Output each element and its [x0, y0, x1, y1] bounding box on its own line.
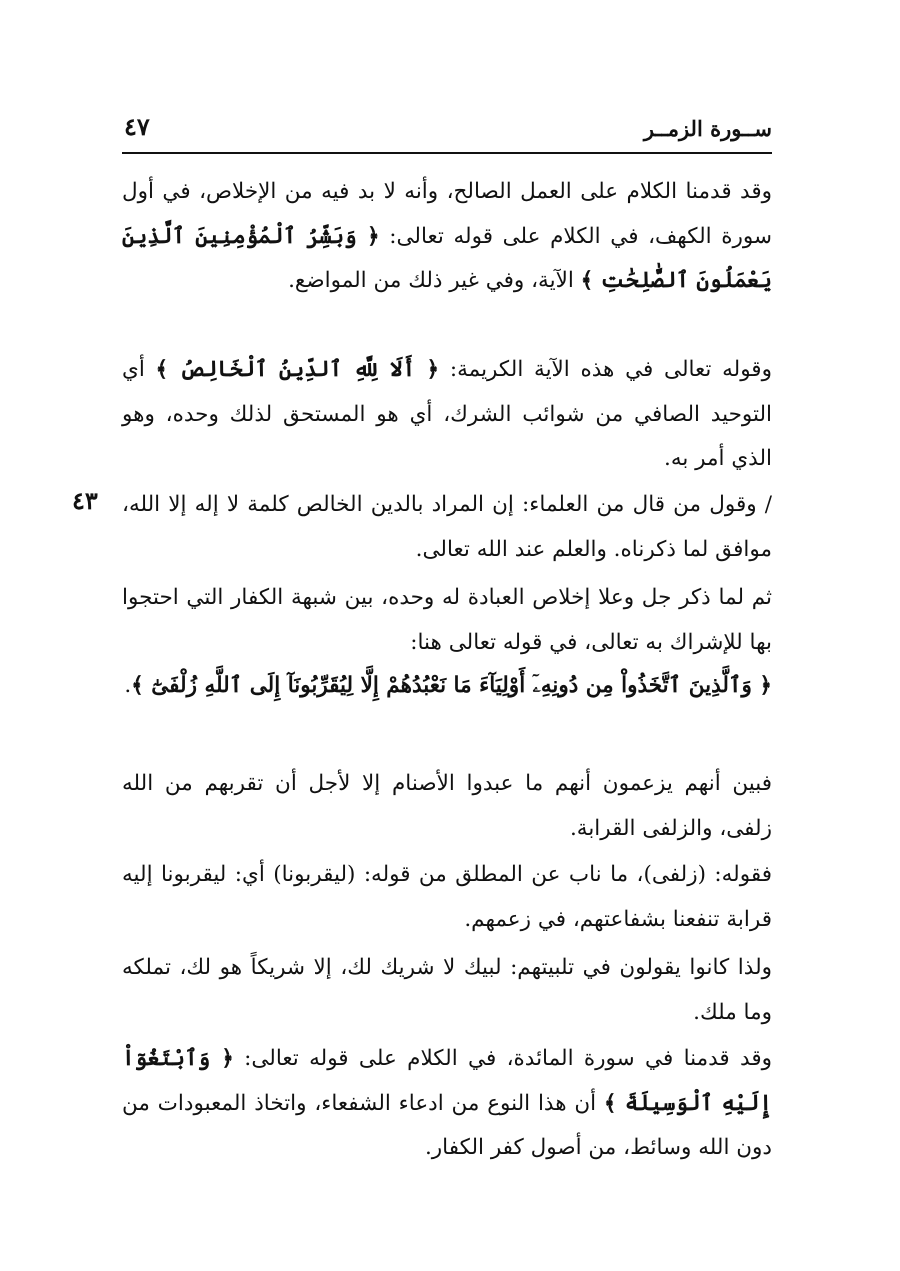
paragraph-text: أي التوحيد الصافي من شوائب الشرك، أي هو المستحق لذلك وحده، وهو الذي أمر به.: [122, 357, 772, 471]
paragraph-2: [122, 348, 772, 482]
paragraph-text: فقوله: (زلفى)، ما ناب عن المطلق من قوله: (ليقربونا) أي: ليقربونا إليه قرابة تنفعنا بشفاعتهم، في زعمهم.: [122, 862, 772, 932]
paragraph-text: .: [124, 673, 132, 698]
paragraph-8: [122, 946, 772, 1035]
paragraph-4: [122, 576, 772, 665]
quran-bracket-close: ﴾: [155, 357, 180, 382]
quran-bracket-open: ﴿: [751, 673, 772, 698]
paragraph-6: [122, 762, 772, 851]
quran-verse: وَبَشِّرُ ٱلْمُؤْمِنِينَ ٱلَّذِينَ يَعْمَلُونَ ٱلصَّٰلِحَٰتِ: [122, 223, 772, 293]
quran-verse: أَلَا لِلَّهِ ٱلدِّينُ ٱلْخَالِصُ: [179, 357, 416, 382]
quran-bracket-close: ﴾: [131, 673, 152, 698]
paragraph-text: فبين أنهم يزعمون أنهم ما عبدوا الأصنام إلا لأجل أن تقربهم من الله زلفى، والزلفى القرابة.: [122, 771, 772, 841]
paragraph-text: الآية، وفي غير ذلك من المواضع.: [288, 268, 581, 293]
quran-verse: وَٱبْتَغُوٓاْ إِلَيْهِ ٱلْوَسِيلَةَ: [122, 1046, 772, 1116]
page-number: ٤٧: [124, 112, 150, 141]
quran-bracket-close: ﴾: [580, 268, 601, 293]
paragraph-text: ولذا كانوا يقولون في تلبيتهم: لبيك لا شريك لك، إلا شريكاً هو لك، تملكه وما ملك.: [122, 955, 772, 1025]
quran-bracket-close: ﴾: [603, 1090, 625, 1116]
quran-bracket-open: ﴿: [210, 1046, 234, 1071]
paragraph-9: [122, 1037, 772, 1171]
paragraph-text: ثم لما ذكر جل وعلا إخلاص العبادة له وحده، بين شبهة الكفار التي احتجوا بها للإشراك به تعالى، في قوله تعالى هنا:: [122, 585, 772, 655]
paragraph-7: [122, 853, 772, 942]
paragraph-text: / وقول من قال من العلماء: إن المراد بالدين الخالص كلمة لا إله إلا الله، موافق لما ذكرناه. والعلم عند الله تعالى.: [122, 492, 772, 562]
margin-reference-number: ٤٣: [72, 486, 98, 515]
paragraph-text: وقد قدمنا في سورة المائدة، في الكلام على قوله تعالى:: [233, 1046, 772, 1071]
quran-bracket-open: ﴿: [356, 223, 380, 249]
running-header: [122, 112, 772, 154]
paragraph-text: أن هذا النوع من ادعاء الشفعاء، واتخاذ المعبودات من دون الله وسائط، من أصول كفر الكفار.: [122, 1090, 772, 1160]
paragraph-3: [122, 483, 772, 572]
paragraph-5-quran-block: [122, 664, 772, 709]
quran-bracket-open: ﴿: [415, 357, 440, 382]
quran-verse: وَٱلَّذِينَ ٱتَّخَذُواْ مِن دُونِهِۦٓ أَوْلِيَآءَ مَا نَعْبُدُهُمْ إِلَّا لِيُقَرِّبُونَآ إِلَى ٱللَّهِ زُلْفَىٰٓ: [151, 673, 752, 698]
paragraph-text: وقوله تعالى في هذه الآية الكريمة:: [439, 357, 772, 382]
surah-title: ســورة الزمــر: [643, 116, 772, 141]
paragraph-1: [122, 170, 772, 304]
paragraph-text: وقد قدمنا الكلام على العمل الصالح، وأنه لا بد فيه من الإخلاص، في أول سورة الكهف، في الكلام على قوله تعالى:: [122, 179, 772, 249]
